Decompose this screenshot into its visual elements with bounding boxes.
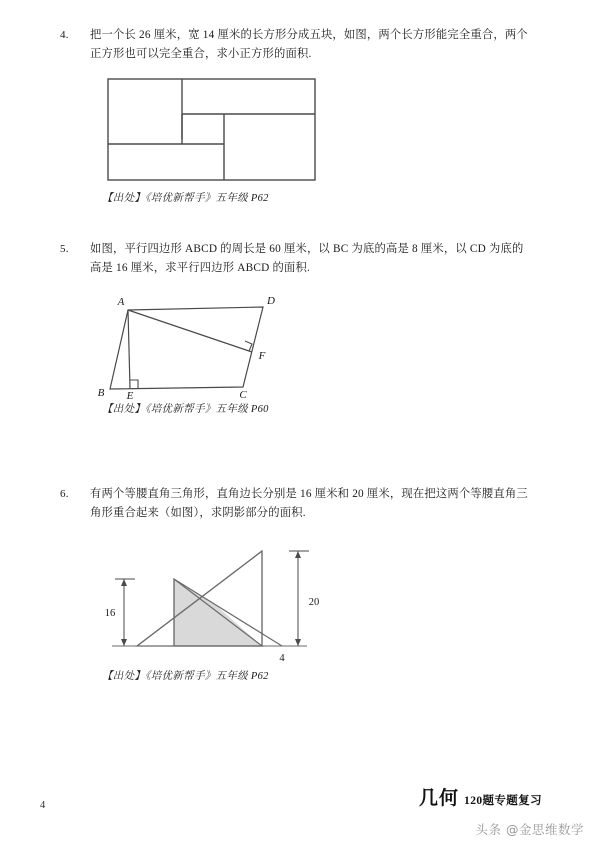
label-b: B bbox=[97, 387, 105, 399]
label-height-16: 16 bbox=[104, 608, 116, 619]
problem-4-figure bbox=[60, 70, 542, 185]
footer-title-sub: 120题专题复习 bbox=[464, 795, 542, 807]
problem-5-source: 【出处】《培优新帮手》五年级 P60 bbox=[102, 404, 269, 415]
altitude-ae bbox=[128, 310, 130, 388]
problem-6-statement bbox=[60, 485, 542, 523]
problem-4-number: 4. bbox=[60, 29, 69, 41]
overlapping-triangles-diagram bbox=[102, 539, 352, 669]
problem-4-source: 【出处】《培优新帮手》五年级 P62 bbox=[102, 193, 269, 204]
problem-4-text-line1: 把一个长 26 厘米，宽 14 厘米的长方形分成五块，如图，两个长方形能完全重合，两个 bbox=[90, 29, 528, 41]
arrow-right-top bbox=[295, 551, 301, 558]
problem-6-text-line1: 有两个等腰直角三角形，直角边长分别是 16 厘米和 20 厘米，现在把这两个等腰直角三 bbox=[90, 488, 528, 500]
label-c: C bbox=[239, 389, 247, 400]
problem-5-text-line1: 如图，平行四边形 ABCD 的周长是 60 厘米，以 BC 为底的高是 8 厘米，以 CD 为底的 bbox=[90, 243, 524, 255]
label-segment-4: 4 bbox=[279, 653, 285, 664]
rectangle-five-pieces-diagram bbox=[102, 73, 362, 188]
label-a: A bbox=[117, 296, 125, 308]
watermark: 头条 @金思维数学 bbox=[475, 822, 584, 837]
problem-6-number: 6. bbox=[60, 488, 69, 500]
problem-4-text bbox=[90, 26, 542, 64]
problem-6-figure bbox=[60, 529, 542, 664]
problem-5-number: 5. bbox=[60, 243, 69, 255]
label-f: F bbox=[258, 350, 266, 362]
problem-5 bbox=[60, 240, 542, 418]
problem-6-source: 【出处】《培优新帮手》五年级 P62 bbox=[102, 671, 269, 682]
problem-4-text-line2: 正方形也可以完全重合，求小正方形的面积. bbox=[90, 48, 312, 60]
problem-5-statement bbox=[60, 240, 542, 278]
problem-6-text bbox=[90, 485, 542, 523]
page-number: 4 bbox=[40, 800, 46, 811]
arrow-right-bottom bbox=[295, 639, 301, 646]
problem-5-text bbox=[90, 240, 542, 278]
label-e: E bbox=[126, 390, 134, 400]
footer-title bbox=[419, 783, 542, 810]
label-d: D bbox=[267, 295, 275, 307]
altitude-af bbox=[128, 310, 252, 352]
footer-title-main: 几何 bbox=[419, 788, 460, 809]
parallelogram-diagram bbox=[88, 292, 318, 400]
problem-5-figure bbox=[60, 284, 542, 400]
problem-6 bbox=[60, 485, 542, 685]
problem-4-statement bbox=[60, 26, 542, 64]
problem-5-text-line2: 高是 16 厘米，求平行四边形 ABCD 的面积. bbox=[90, 262, 310, 274]
arrow-left-bottom bbox=[121, 639, 127, 646]
label-height-20: 20 bbox=[308, 597, 320, 608]
arrow-left-top bbox=[121, 579, 127, 586]
problem-6-text-line2: 角形重合起来（如图），求阴影部分的面积. bbox=[90, 507, 306, 519]
right-angle-mark-e bbox=[130, 380, 138, 388]
problem-4 bbox=[60, 26, 542, 207]
outer-rectangle bbox=[108, 79, 315, 180]
